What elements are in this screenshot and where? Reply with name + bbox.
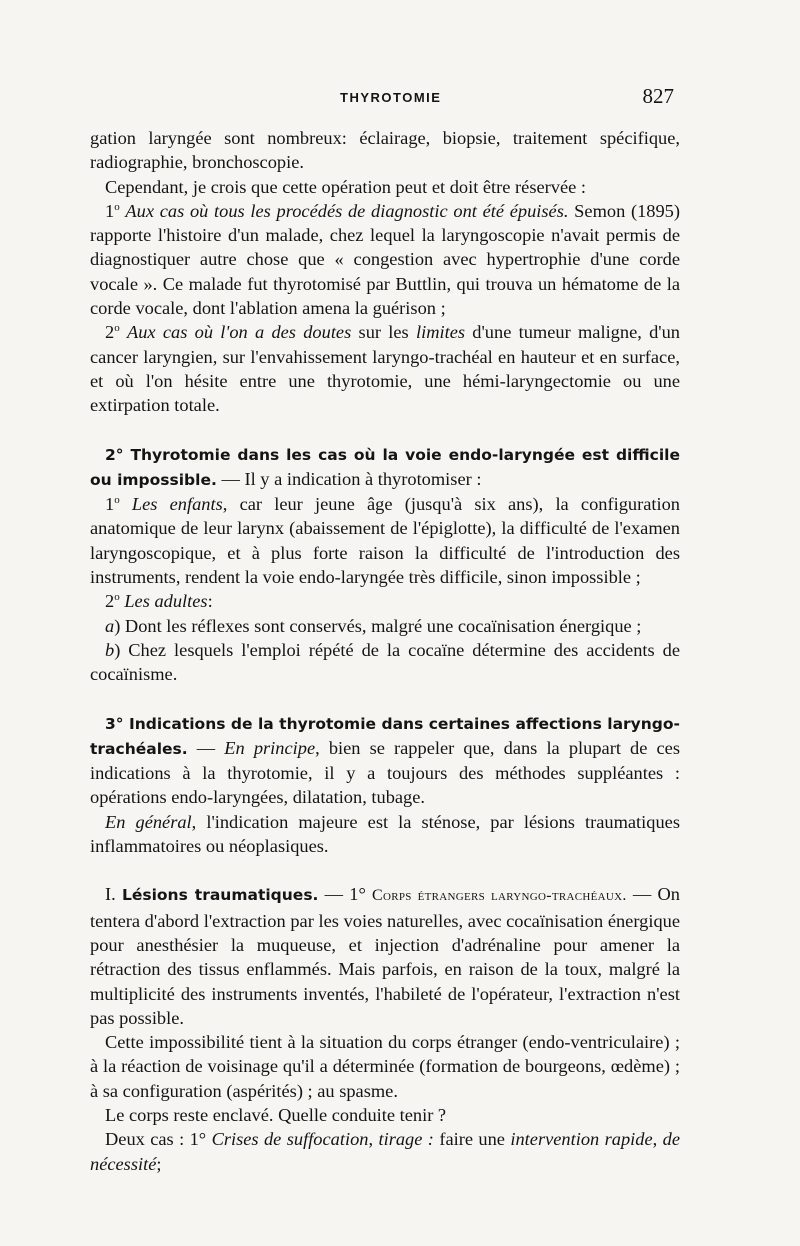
- paragraph-children: [90, 492, 680, 589]
- text: ) Chez lesquels l'emploi répété de la cocaïne détermine des accidents de cocaïnisme.: [90, 639, 680, 685]
- section-lesions-heading: [90, 882, 680, 1030]
- paragraph-case-1: [90, 199, 680, 320]
- text: ) Dont les réflexes sont conservés, malgré une cocaïnisation énergique ;: [114, 615, 642, 636]
- emphasis: limites: [415, 322, 466, 343]
- text: ,: [652, 1129, 663, 1150]
- emphasis: tirage :: [378, 1129, 434, 1150]
- paragraph-question: Le corps reste enclavé. Quelle conduite tenir ?: [105, 1104, 447, 1125]
- section-3-heading: [90, 711, 680, 810]
- ordinal-mark: o: [114, 200, 120, 213]
- text: , l'indication majeure est la sténose, par lésions traumatiques inflammatoires ou néoplasiques.: [90, 811, 680, 857]
- text: , car leur jeune âge (jusqu'à six ans), la configuration anatomique de leur larynx (abaissement de l'épiglotte), la difficulté de l'examen laryngoscopique, et à plus forte raison la difficulté de l'introduction des instruments, rendent la voie endo-laryngée très difficile, sinon impossible ;: [90, 494, 680, 588]
- paragraph-case-2: [90, 320, 680, 417]
- text: ,: [368, 1129, 379, 1150]
- text: sur les: [351, 322, 416, 343]
- ordinal-mark: o: [114, 494, 120, 507]
- running-title: THYROTOMIE: [340, 90, 442, 105]
- page-body: [90, 126, 680, 1176]
- text: , bien se rappeler que, dans la plupart de ces indications à la thyrotomie, il y a toujours des méthodes suppléantes : opérations endo-laryngées, dilatation, tubage.: [90, 737, 680, 808]
- text: — 1°: [318, 884, 372, 905]
- emphasis: Aux cas où tous les procédés de diagnostic ont été épuisés.: [125, 200, 569, 221]
- section-heading: 2° Thyrotomie dans les cas où la voie endo-laryngée est difficile ou impossible.: [90, 445, 680, 489]
- section-heading: 3° Indications de la thyrotomie dans certaines affections laryngo-trachéales.: [90, 714, 680, 758]
- paragraph-adults: [90, 589, 680, 613]
- ordinal-mark: o: [114, 322, 120, 335]
- text: d'une tumeur maligne, d'un cancer laryngien, sur l'envahissement laryngo-trachéal en hauteur et en surface, et où l'on hésite entre une thyrotomie, une hémi-laryngectomie ou une extirpation totale.: [90, 322, 680, 416]
- item-letter: b: [105, 639, 115, 660]
- paragraph-reservation: Cependant, je crois que cette opération peut et doit être réservée :: [105, 176, 587, 197]
- paragraph-impossibility: Cette impossibilité tient à la situation du corps étranger (endo-ventriculaire) ; à la réaction de voisinage qu'il a déterminée (formation de bourgeons, œdème) ; à sa configuration (aspérités) ; au spasme.: [90, 1032, 680, 1101]
- emphasis: Crises de suffocation: [211, 1129, 369, 1150]
- emphasis: En général: [105, 811, 192, 832]
- text: — Il y a indication à thyrotomiser :: [216, 468, 482, 489]
- text: :: [207, 591, 213, 612]
- paragraph-continuation: gation laryngée sont nombreux: éclairage, biopsie, traitement spécifique, radiographie, bronchoscopie.: [90, 128, 680, 173]
- item-number: 2: [105, 591, 115, 612]
- page-number: 827: [642, 84, 674, 108]
- emphasis: En principe: [224, 737, 316, 758]
- emphasis: Les adultes: [124, 591, 208, 612]
- item-letter: a: [105, 615, 115, 636]
- item-number: 1: [105, 494, 115, 515]
- text: Semon (1895) rapporte l'histoire d'un malade, chez lequel la laryngoscopie n'avait permis de diagnostiquer autre chose que « congestion avec hypertrophie d'une corde vocale ». Ce malade fut thyrotomisé par Buttlin, qui trouva un hématome de la corde vocale, dont l'ablation amena la guérison ;: [90, 200, 681, 319]
- emphasis: intervention rapide: [510, 1129, 653, 1150]
- text: —: [187, 737, 225, 758]
- emphasis: Les enfants: [131, 494, 223, 515]
- paragraph-adults-a: [90, 614, 680, 638]
- ordinal-mark: o: [114, 591, 120, 604]
- paragraph-two-cases: [90, 1127, 680, 1176]
- section-heading: Lésions traumatiques.: [121, 886, 319, 905]
- section-2-heading: [90, 442, 680, 493]
- text: — On tentera d'abord l'extraction par les voies naturelles, avec cocaïnisation énergique pour anesthésier la muqueuse, et injection d'adrénaline pour amener la rétraction des tissus enflammés. Mais parfois, en raison de la toux, malgré la multiplicité des instruments inventés, l'habileté de l'opérateur, l'extraction n'est pas possible.: [90, 884, 680, 1028]
- item-number: 1: [105, 200, 115, 221]
- emphasis: Aux cas où l'on a des doutes: [126, 322, 352, 343]
- item-number: 2: [105, 322, 115, 343]
- paragraph-general: [90, 810, 680, 859]
- text: ;: [156, 1153, 162, 1174]
- roman-numeral: I.: [105, 884, 116, 905]
- small-caps-title: Corps étrangers laryngo-trachéaux.: [372, 887, 627, 905]
- paragraph-adults-b: [90, 638, 680, 687]
- text: faire une: [433, 1129, 511, 1150]
- running-head: [90, 84, 690, 112]
- text: Deux cas : 1°: [105, 1129, 212, 1150]
- emphasis: de nécessité: [90, 1129, 681, 1174]
